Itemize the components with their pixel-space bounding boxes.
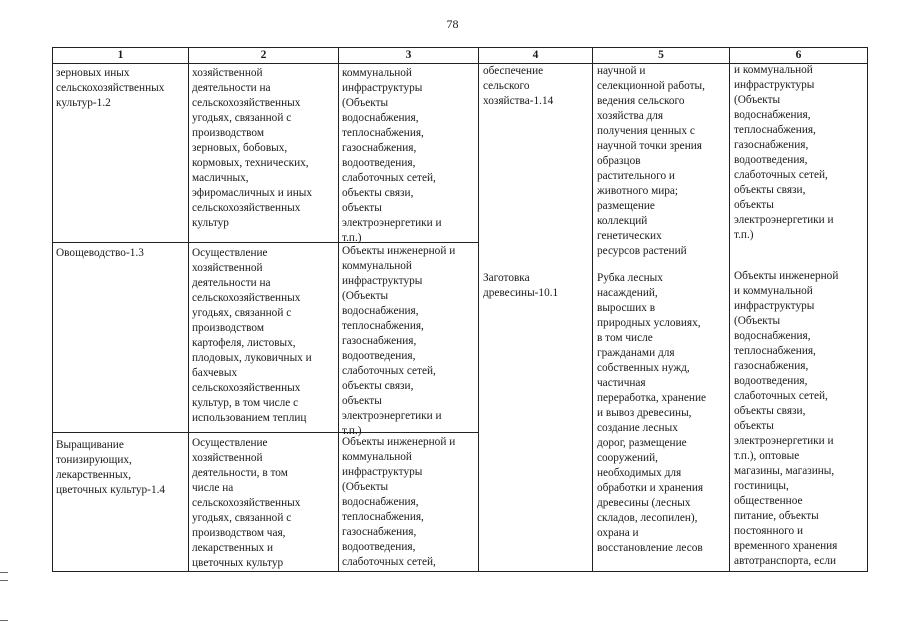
column-header-4: 4: [532, 49, 539, 61]
margin-mark: [0, 572, 8, 573]
table-cell-use-name: Овощеводство-1.3: [56, 247, 144, 259]
column-header-2: 2: [260, 49, 267, 61]
table-cell-auxiliary-objects: Объекты инженерной и коммунальной инфраструктуры (Объекты водоснабжения, теплоснабжения, газоснабжения, водоотведения, слаботочных сетей,: [342, 436, 456, 568]
column-header-5: 5: [658, 49, 664, 61]
table-cell-use-description-col5: научной и селекционной работы, ведения сельского хозяйства для получения ценных с научной точки зрения образцов растительного и животного мира; размещение коллекций генетических ресурсов растений: [597, 65, 705, 257]
margin-mark: [0, 580, 8, 581]
table-cell-use-description-col5: Рубка лесных насаждений, выросших в природных условиях, в том числе гражданами для собственных нужд, частичная переработка, хранение и вывоз древесины, создание лесных дорог, размещение сооружений, необходимых для обработки и хранения древесины (лесных складов, лесопилен), охрана и восстановление лесов: [597, 272, 707, 554]
table-cell-use-description: Осуществление хозяйственной деятельности, в том числе на сельскохозяйственных угодьях, связанной с производством чая, лекарственных и цветочных культур: [192, 437, 301, 569]
table-cell-use-description: Осуществление хозяйственной деятельности на сельскохозяйственных угодьях, связанной с производством картофеля, листовых, плодовых, луковичных и бахчевых сельскохозяйственных культур, в том числе с использованием теплиц: [192, 247, 312, 424]
page-number: 78: [446, 17, 459, 31]
table-cell-use-name: Выращивание тонизирующих, лекарственных, цветочных культур-1.4: [56, 439, 166, 496]
table-cell-use-name-col4: Заготовка древесины-10.1: [483, 272, 559, 299]
column-header-6: 6: [795, 49, 802, 61]
table-cell-auxiliary-objects-col6: Объекты инженерной и коммунальной инфраструктуры (Объекты водоснабжения, теплоснабжения, газоснабжения, водоотведения, слаботочных сетей, объекты связи, объекты электроэнергетики и т.п.), оптовые магазины, магазины, гостиницы, общественное питание, объекты постоянного и временного хранения автотранспорта, если: [734, 270, 839, 567]
table-cell-use-name: зерновых иных сельскохозяйственных культур-1.2: [56, 67, 165, 109]
table-cell-auxiliary-objects: коммунальной инфраструктуры (Объекты водоснабжения, теплоснабжения, газоснабжения, водоотведения, слаботочных сетей, объекты связи, объекты электроэнергетики и т.п.): [342, 67, 442, 244]
column-header-3: 3: [405, 49, 412, 61]
table-cell-auxiliary-objects-col6: и коммунальной инфраструктуры (Объекты водоснабжения, теплоснабжения, газоснабжения, водоотведения, слаботочных сетей, объекты связи, объекты электроэнергетики и т.п.): [734, 64, 834, 241]
table-cell-use-name-col4: обеспечение сельского хозяйства-1.14: [483, 65, 554, 107]
column-header-1: 1: [117, 49, 124, 61]
table-cell-use-description: хозяйственной деятельности на сельскохозяйственных угодьях, связанной с производством зерновых, бобовых, кормовых, технических, масличных, эфиромасличных и иных сельскохозяйственных культур: [192, 67, 313, 229]
margin-mark: [0, 620, 8, 621]
table-cell-auxiliary-objects: Объекты инженерной и коммунальной инфраструктуры (Объекты водоснабжения, теплоснабжения, газоснабжения, водоотведения, слаботочных сетей, объекты связи, объекты электроэнергетики и т.п.): [342, 245, 456, 437]
